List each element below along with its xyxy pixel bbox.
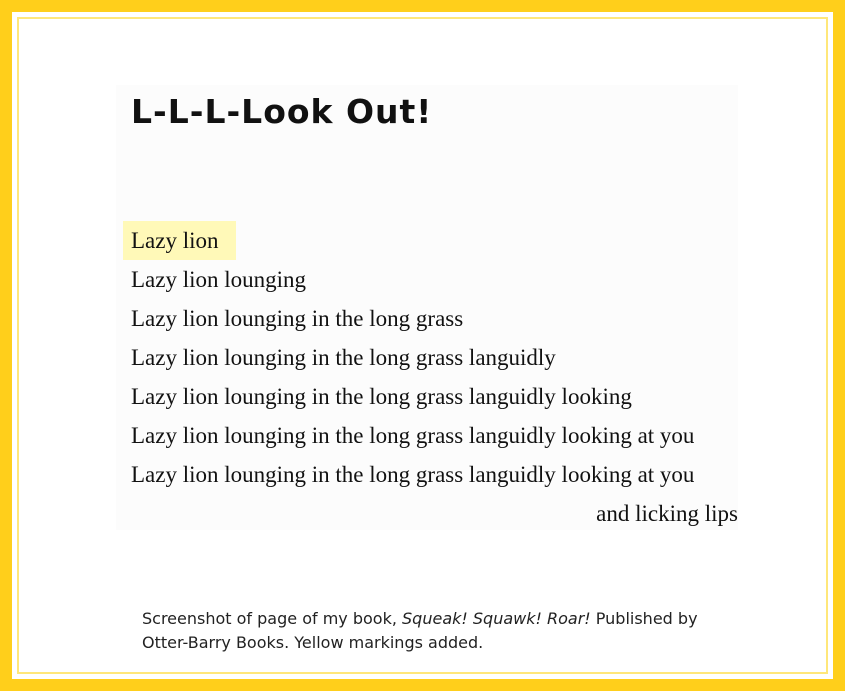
poem-line: Lazy lion lounging [131, 267, 307, 292]
poem-body [131, 221, 741, 533]
image-caption [142, 607, 742, 655]
poem-line-highlighted [131, 221, 741, 260]
caption-prefix: Screenshot of page of my book, [142, 609, 403, 628]
poem-line: Lazy lion lounging in the long grass languidly looking at you [131, 462, 695, 487]
poem-line-continuation: and licking lips [596, 501, 738, 526]
poem-line: Lazy lion lounging in the long grass languidly looking at you [131, 423, 695, 448]
poem-line: Lazy lion lounging in the long grass [131, 306, 464, 331]
poem-line: Lazy lion lounging in the long grass languidly looking [131, 384, 632, 409]
poem-line: Lazy lion lounging in the long grass languidly [131, 345, 556, 370]
caption-book-title: Squeak! Squawk! Roar! [402, 609, 591, 628]
caption-suffix: Published by Otter-Barry Books. Yellow markings added. [142, 609, 698, 652]
highlight-mark: Lazy lion [123, 221, 236, 260]
page-title: L-L-L-Look Out! [131, 92, 433, 131]
